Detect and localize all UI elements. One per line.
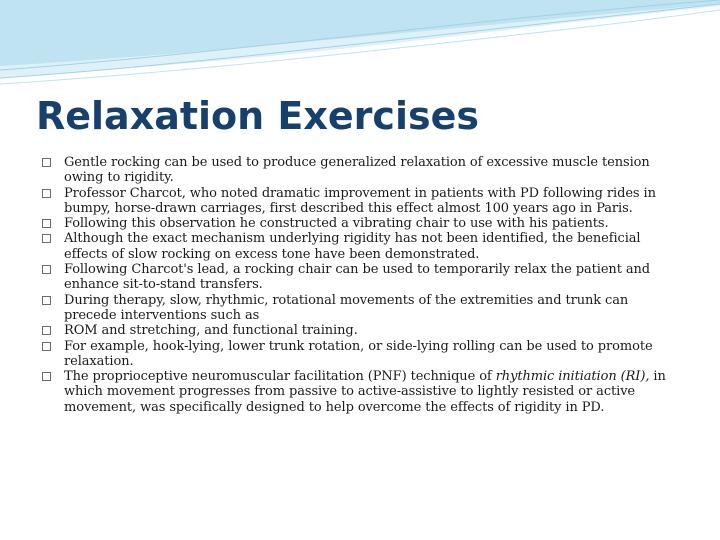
bullet-box-icon bbox=[42, 219, 51, 228]
bullet-text-end: in which movement progresses from passive to active-assistive to lightly resisted or active movement, was specifically designed to help overcome the effects of rigidity in PD. bbox=[64, 369, 666, 415]
bullet-text: Following Charcot's lead, a rocking chair can be used to temporarily relax the patient and enhance sit-to-stand transfers. bbox=[64, 262, 650, 293]
bullet-item bbox=[42, 369, 680, 415]
bullet-text: ROM and stretching, and functional training. bbox=[64, 323, 358, 339]
bullet-text-italic: rhythmic initiation (RI), bbox=[495, 369, 650, 385]
bullet-box-icon bbox=[42, 342, 51, 351]
bullet-item bbox=[42, 293, 680, 324]
bullet-item bbox=[42, 155, 680, 186]
bullet-text: For example, hook-lying, lower trunk rotation, or side-lying rolling can be used to promote relaxation. bbox=[64, 338, 653, 369]
bullet-text bbox=[64, 369, 680, 415]
bullet-box-icon bbox=[42, 158, 51, 167]
bullet-list bbox=[42, 155, 680, 415]
bullet-box-icon bbox=[42, 372, 51, 381]
bullet-box-icon bbox=[42, 234, 51, 243]
bullet-item bbox=[42, 339, 680, 370]
bullet-box-icon bbox=[42, 296, 51, 305]
bullet-text: Gentle rocking can be used to produce generalized relaxation of excessive muscle tension owing to rigidity. bbox=[64, 155, 650, 186]
bullet-text: Although the exact mechanism underlying rigidity has not been identified, the beneficial effects of slow rocking on excess tone have been demonstrated. bbox=[64, 231, 641, 262]
bullet-text: Professor Charcot, who noted dramatic improvement in patients with PD following rides in bumpy, horse-drawn carriages, first described this effect almost 100 years ago in Paris. bbox=[64, 185, 656, 216]
bullet-text: Following this observation he constructed a vibrating chair to use with his patients. bbox=[64, 216, 609, 232]
bullet-box-icon bbox=[42, 326, 51, 335]
header-wave-decoration bbox=[0, 0, 720, 90]
bullet-item bbox=[42, 323, 680, 338]
bullet-box-icon bbox=[42, 265, 51, 274]
bullet-box-icon bbox=[42, 189, 51, 198]
bullet-text-start: The proprioceptive neuromuscular facilitation (PNF) technique of bbox=[64, 369, 496, 385]
bullet-text: During therapy, slow, rhythmic, rotational movements of the extremities and trunk can precede interventions such as bbox=[64, 292, 629, 323]
bullet-item bbox=[42, 262, 680, 293]
bullet-item bbox=[42, 216, 680, 231]
slide-title: Relaxation Exercises bbox=[36, 94, 479, 138]
bullet-item bbox=[42, 186, 680, 217]
bullet-item bbox=[42, 231, 680, 262]
